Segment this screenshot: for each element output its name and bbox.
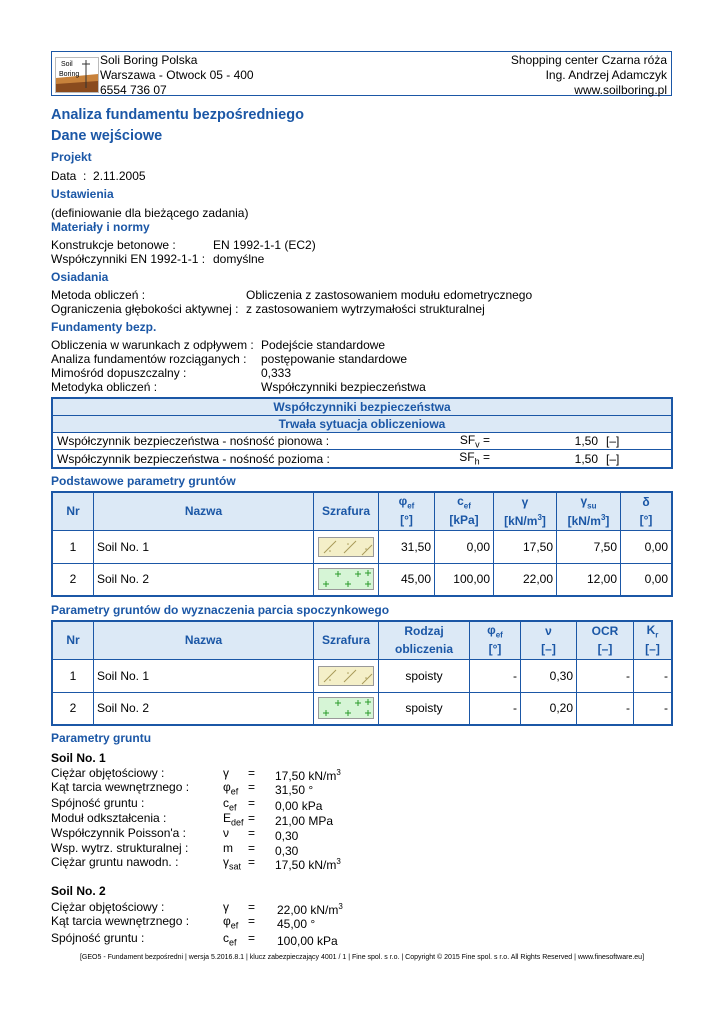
foundation-value: 0,333 [261,366,292,380]
param-symbol: γ [223,900,229,914]
col-gamma-su: $\gamma_{su}$ [557,492,621,511]
param-value: 0,30 [275,829,299,843]
company-name: Soli Boring Polska [100,53,198,67]
param-equals: = [248,811,256,825]
foundation-value: Współczynniki bezpieczeństwa [261,380,426,394]
param-equals: = [248,900,256,914]
foundation-label: Analiza fundamentów rozciąganych : [51,352,247,366]
param-label: Ciężar objętościowy : [51,766,165,780]
col-nr: Nr [52,492,94,530]
materials-label: Konstrukcje betonowe : [51,238,176,252]
cell-nr: 2 [52,692,94,725]
cell-c: 0,00 [435,530,494,563]
cell-phi: 31,50 [379,530,435,563]
col-hatch: Szrafura [314,621,379,659]
unit-phi: [°] [470,640,521,659]
table-row [52,692,672,725]
section-heading-rest-params: Parametry gruntów do wyznaczenia parcia spoczynkowego [51,603,390,617]
date-label: Data [51,169,77,183]
cell-delta: 0,00 [621,563,673,596]
param-value: 21,00 MPa [275,814,334,828]
page-footer: [GEO5 - Fundament bezpośredni | wersja 5.2016.8.1 | klucz zabezpieczający 4001 / 1 | Fine spol. s r.o. | Copyright © 2015 Fine spol. s r.o. All Rights Reserved | www.finesoftware.eu] [79,954,645,961]
cell-hatch [314,692,379,725]
project-name: Shopping center Czarna róża [510,53,667,67]
company-phone: 6554 736 07 [100,83,167,97]
cell-hatch [314,563,379,596]
materials-value: EN 1992-1-1 (EC2) [213,238,316,252]
date-value: 2.11.2005 [93,169,146,183]
cell-nr: 1 [52,530,94,563]
date-row [51,169,146,183]
cell-phi: 45,00 [379,563,435,596]
cell-phi: - [470,692,521,725]
param-label: Współczynnik Poisson'a : [51,826,187,840]
section-heading-basic-params: Podstawowe parametry gruntów [51,474,236,488]
col-nr: Nr [52,621,94,659]
safety-table-subtitle: Trwała sytuacja obliczeniowa [52,416,672,433]
param-label: Wsp. wytrz. strukturalnej : [51,841,189,855]
safety-unit: [–] [602,450,672,468]
param-value: 22,00 $kN/m^3$ [277,902,343,917]
soil-name: Soil No. 2 [51,884,106,898]
cell-hatch [314,659,379,692]
cell-ocr: - [577,692,634,725]
param-equals: = [248,780,256,794]
cell-c: 100,00 [435,563,494,596]
col-hatch: Szrafura [314,492,379,530]
materials-value: domyślne [213,252,265,266]
param-label: Ciężar objętościowy : [51,900,165,914]
param-equals: = [248,914,256,928]
cell-nu: 0,20 [521,692,577,725]
param-symbol: γ [223,766,229,780]
col-delta: δ [621,492,673,511]
param-label: Spójność gruntu : [51,931,145,945]
col-ocr: OCR [577,621,634,640]
section-heading-fundamenty: Fundamenty bezp. [51,320,157,334]
materials-label: Współczynniki EN 1992-1-1 : [51,252,206,266]
logo-text: Boring [59,71,80,78]
rest-pressure-params-table [51,620,673,726]
section-heading-ustawienia: Ustawienia [51,187,114,201]
foundation-label: Obliczenia w warunkach z odpływem : [51,338,254,352]
unit-gamma-su: $[kN/m^3]$ [557,511,621,530]
param-value: 0,30 [275,844,299,858]
date-separator: : [83,169,87,183]
param-label: Kąt tarcia wewnętrznego : [51,780,190,794]
col-name: Nazwa [94,621,314,659]
param-symbol: $E_{def}$ [223,811,244,828]
param-symbol: $c_{ef}$ [223,796,237,813]
col-phi: $\varphi_{ef}$ [470,621,521,640]
unit-nu: [–] [521,640,577,659]
col-type: Rodzaj [379,621,470,640]
cell-phi: - [470,659,521,692]
safety-label: Współczynnik bezpieczeństwa - nośność pionowa : [52,433,426,450]
cell-gamma: 17,50 [494,530,557,563]
basic-soil-params-table [51,491,673,597]
cell-ocr: - [577,659,634,692]
param-symbol: ν [223,826,229,840]
cell-name: Soil No. 1 [94,659,314,692]
safety-table-title: Współczynniki bezpieczeństwa [52,398,672,416]
table-row [52,433,672,450]
section-heading-materialy: Materiały i normy [51,220,150,234]
param-equals: = [248,826,256,840]
param-equals: = [248,931,256,945]
cell-name: Soil No. 2 [94,692,314,725]
settings-text: (definiowanie dla bieżącego zadania) [51,206,249,220]
soil-name: Soil No. 1 [51,751,106,765]
foundation-label: Metodyka obliczeń : [51,380,158,394]
col-name: Nazwa [94,492,314,530]
safety-value: 1,50 [494,450,602,468]
unit-gamma: $[kN/m^3]$ [494,511,557,530]
cell-gamma-su: 12,00 [557,563,621,596]
company-website[interactable]: www.soilboring.pl [574,83,667,97]
foundation-value: Podejście standardowe [261,338,386,352]
settlement-value: Obliczenia z zastosowaniem modułu edometrycznego [246,288,533,302]
col-nu: ν [521,621,577,640]
param-label: Moduł odkształcenia : [51,811,167,825]
param-value: 17,50 $kN/m^3$ [275,857,341,872]
param-value: 100,00 kPa [277,934,338,948]
param-label: Spójność gruntu : [51,796,145,810]
param-equals: = [248,841,256,855]
param-equals: = [248,855,256,869]
company-address: Warszawa - Otwock 05 - 400 [100,68,254,82]
unit-kr: [–] [634,640,673,659]
foundation-label: Mimośród dopuszczalny : [51,366,187,380]
section-heading-soil-params: Parametry gruntu [51,731,152,745]
col-c: $c_{ef}$ [435,492,494,511]
page-title: Analiza fundamentu bezpośredniego [51,107,304,123]
param-symbol: m [223,841,233,855]
table-row [52,659,672,692]
cell-delta: 0,00 [621,530,673,563]
table-row [52,530,672,563]
param-label: Kąt tarcia wewnętrznego : [51,914,190,928]
cell-gamma-su: 7,50 [557,530,621,563]
unit-ocr: [–] [577,640,634,659]
soil-hatch-clay-icon [318,537,374,557]
cell-gamma: 22,00 [494,563,557,596]
cell-nr: 1 [52,659,94,692]
col-gamma: γ [494,492,557,511]
param-symbol: $c_{ef}$ [223,931,237,948]
company-logo [55,57,99,93]
cell-nu: 0,30 [521,659,577,692]
settlement-value: z zastosowaniem wytrzymałości strukturalnej [246,302,485,316]
section-heading-osiadania: Osiadania [51,270,109,284]
col-kr: $K_r$ [634,621,673,640]
cell-hatch [314,530,379,563]
param-value: 45,00 ° [277,917,316,931]
foundation-value: postępowanie standardowe [261,352,408,366]
cell-type: spoisty [379,659,470,692]
soil-hatch-plus-icon [318,697,374,719]
cell-nr: 2 [52,563,94,596]
col-type-2: obliczenia [379,640,470,659]
engineer-name: Ing. Andrzej Adamczyk [545,68,667,82]
table-row [52,563,672,596]
section-heading-projekt: Projekt [51,150,92,164]
param-value: 31,50 ° [275,783,314,797]
document-header [51,51,672,96]
soil-hatch-plus-icon [318,568,374,590]
param-equals: = [248,796,256,810]
safety-unit: [–] [602,433,672,450]
logo-text: Soil [61,61,73,68]
cell-name: Soil No. 2 [94,563,314,596]
page-subtitle: Dane wejściowe [51,128,163,144]
param-value: 0,00 kPa [275,799,323,813]
unit-c: [kPa] [435,511,494,530]
unit-phi: [°] [379,511,435,530]
safety-factors-table [51,397,673,469]
param-symbol: $\gamma_{sat}$ [223,855,242,872]
safety-symbol: $SF_v$ = [426,433,494,450]
safety-label: Współczynnik bezpieczeństwa - nośność pozioma : [52,450,426,468]
cell-type: spoisty [379,692,470,725]
param-value: 17,50 $kN/m^3$ [275,768,341,783]
cell-kr: - [634,692,673,725]
param-symbol: $\varphi_{ef}$ [223,780,239,797]
cell-name: Soil No. 1 [94,530,314,563]
param-equals: = [248,766,256,780]
param-label: Ciężar gruntu nawodn. : [51,855,179,869]
param-symbol: $\varphi_{ef}$ [223,914,239,931]
settlement-label: Metoda obliczeń : [51,288,146,302]
safety-value: 1,50 [494,433,602,450]
soil-hatch-clay-icon [318,666,374,686]
safety-symbol: $SF_h$ = [426,450,494,468]
unit-delta: [°] [621,511,673,530]
table-row [52,450,672,468]
cell-kr: - [634,659,673,692]
settlement-label: Ograniczenia głębokości aktywnej : [51,302,239,316]
col-phi: $\varphi_{ef}$ [379,492,435,511]
